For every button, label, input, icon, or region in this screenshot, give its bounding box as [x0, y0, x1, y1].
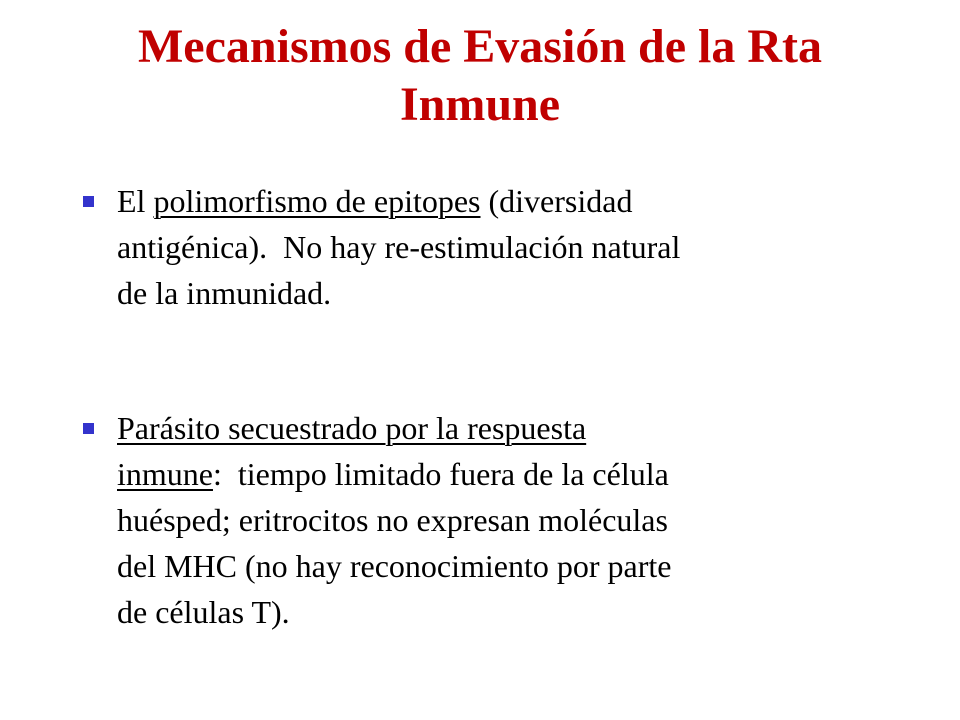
- bullet-text: Parásito secuestrado por la respuesta inmune: tiempo limitado fuera de la célula huésped; eritrocitos no expresan moléculas del MHC (no hay reconocimiento por parte de células T).: [117, 410, 672, 630]
- title-line-1: Mecanismos de Evasión de la Rta: [138, 20, 822, 73]
- bullet-list: [80, 178, 880, 635]
- title-line-2: Inmune: [399, 78, 561, 131]
- bullet-item-epitope-polymorphism: [80, 178, 880, 316]
- slide-title: [40, 18, 920, 134]
- bullet-item-sequestered-parasite: [80, 405, 880, 635]
- bullet-text: El polimorfismo de epitopes (diversidad antigénica). No hay re-estimulación natural de la inmunidad.: [117, 183, 681, 311]
- square-bullet-icon: [83, 423, 94, 434]
- square-bullet-icon: [83, 196, 94, 207]
